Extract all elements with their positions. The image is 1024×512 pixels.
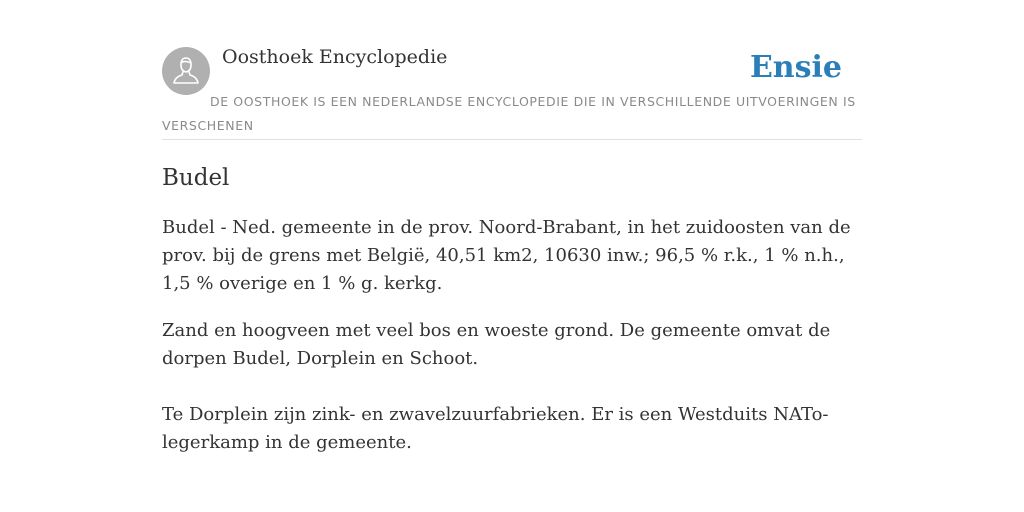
article-title: Budel [162,165,230,191]
article-paragraph: Budel - Ned. gemeente in de prov. Noord-Brabant, in het zuidoosten van de prov. bij de grens met België, 40,51 km2, 10630 inw.; 96,5 % r.k., 1 % n.h., 1,5 % overige en 1 % g. kerkg. [162,217,851,294]
article-paragraph: Te Dorplein zijn zink- en zwavelzuurfabrieken. Er is een Westduits NATo-legerkamp in de gemeente. [162,404,829,453]
user-icon [162,47,210,95]
site-tagline: DE OOSTHOEK IS EEN NEDERLANDSE ENCYCLOPEDIE DIE IN VERSCHILLENDE UITVOERINGEN IS VERSCHENEN [162,94,856,133]
brand-logo[interactable]: Ensie [749,50,842,85]
avatar[interactable] [162,47,210,95]
site-title[interactable]: Oosthoek Encyclopedie [222,46,448,68]
article-paragraph: Zand en hoogveen met veel bos en woeste grond. De gemeente omvat de dorpen Budel, Dorplein en Schoot. [162,320,831,369]
article [162,160,862,457]
site-header [162,0,862,140]
page-container [162,0,862,512]
